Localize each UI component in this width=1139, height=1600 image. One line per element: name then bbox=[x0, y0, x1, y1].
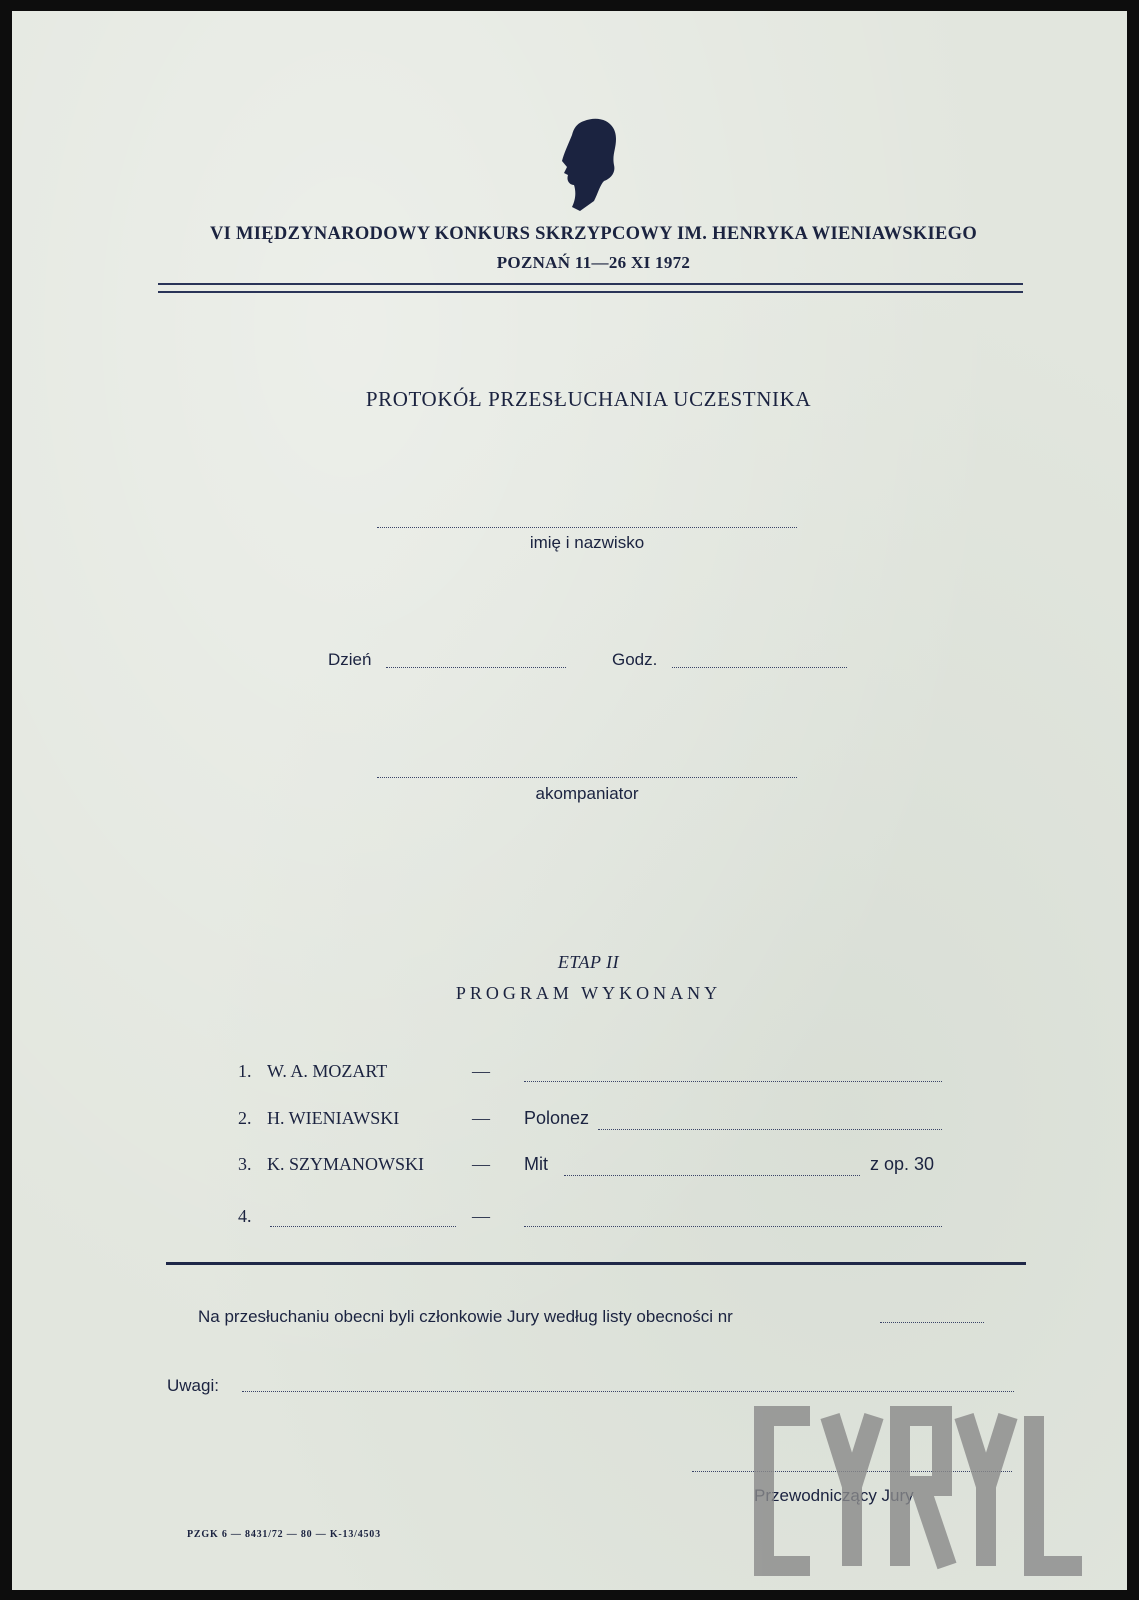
name-field[interactable] bbox=[377, 527, 797, 528]
program-item-dash: — bbox=[472, 1108, 490, 1128]
program-item-composer: K. SZYMANOWSKI bbox=[267, 1154, 424, 1174]
cyryl-watermark bbox=[752, 1406, 1102, 1576]
program-item-dash: — bbox=[472, 1206, 490, 1226]
section-divider bbox=[166, 1262, 1026, 1265]
program-item-work: Mit bbox=[524, 1154, 548, 1174]
program-item-dash: — bbox=[472, 1154, 490, 1174]
program-item-composer-field[interactable] bbox=[270, 1226, 456, 1227]
program-item-work-field[interactable] bbox=[564, 1175, 860, 1176]
hour-label: Godz. bbox=[612, 650, 658, 669]
program-item-number: 1. bbox=[238, 1061, 252, 1081]
program-item-work-field[interactable] bbox=[524, 1226, 942, 1227]
print-code: PZGK 6 — 8431/72 — 80 — K-13/4503 bbox=[187, 1529, 381, 1540]
violinist-portrait-silhouette-icon bbox=[554, 115, 624, 215]
competition-title: VI MIĘDZYNARODOWY KONKURS SKRZYPCOWY IM. HENRYKA WIENIAWSKIEGO bbox=[209, 224, 978, 244]
header-double-rule bbox=[158, 283, 1023, 293]
day-label: Dzień bbox=[328, 650, 372, 669]
program-item-dash: — bbox=[472, 1061, 490, 1081]
attendance-list-number-field[interactable] bbox=[880, 1322, 984, 1323]
remarks-label: Uwagi: bbox=[167, 1376, 219, 1395]
competition-dates: POZNAŃ 11—26 XI 1972 bbox=[496, 253, 691, 272]
chairman-label: Przewodniczący Jury bbox=[754, 1486, 914, 1505]
accompanist-label: akompaniator bbox=[535, 784, 639, 803]
stage-label: ETAP II bbox=[557, 952, 620, 972]
program-item-composer: W. A. MOZART bbox=[267, 1061, 388, 1081]
document-title: PROTOKÓŁ PRZESŁUCHANIA UCZESTNIKA bbox=[365, 387, 812, 411]
program-item-composer: H. WIENIAWSKI bbox=[267, 1108, 400, 1128]
remarks-field[interactable] bbox=[242, 1391, 1014, 1392]
program-item-work-field[interactable] bbox=[524, 1081, 942, 1082]
program-item-number: 3. bbox=[238, 1154, 252, 1174]
hour-field[interactable] bbox=[672, 667, 847, 668]
program-item-work-field[interactable] bbox=[598, 1129, 942, 1130]
program-item-work: Polonez bbox=[524, 1108, 590, 1128]
program-item-opus: z op. 30 bbox=[870, 1154, 935, 1174]
program-heading: PROGRAM WYKONANY bbox=[455, 983, 722, 1003]
program-item-number: 4. bbox=[238, 1206, 252, 1226]
accompanist-field[interactable] bbox=[377, 777, 797, 778]
jury-attendance-text: Na przesłuchaniu obecni byli członkowie Jury według listy obecności nr bbox=[198, 1307, 733, 1326]
day-field[interactable] bbox=[386, 667, 566, 668]
program-item-number: 2. bbox=[238, 1108, 252, 1128]
document-sheet bbox=[12, 11, 1127, 1590]
name-field-label: imię i nazwisko bbox=[529, 533, 645, 552]
